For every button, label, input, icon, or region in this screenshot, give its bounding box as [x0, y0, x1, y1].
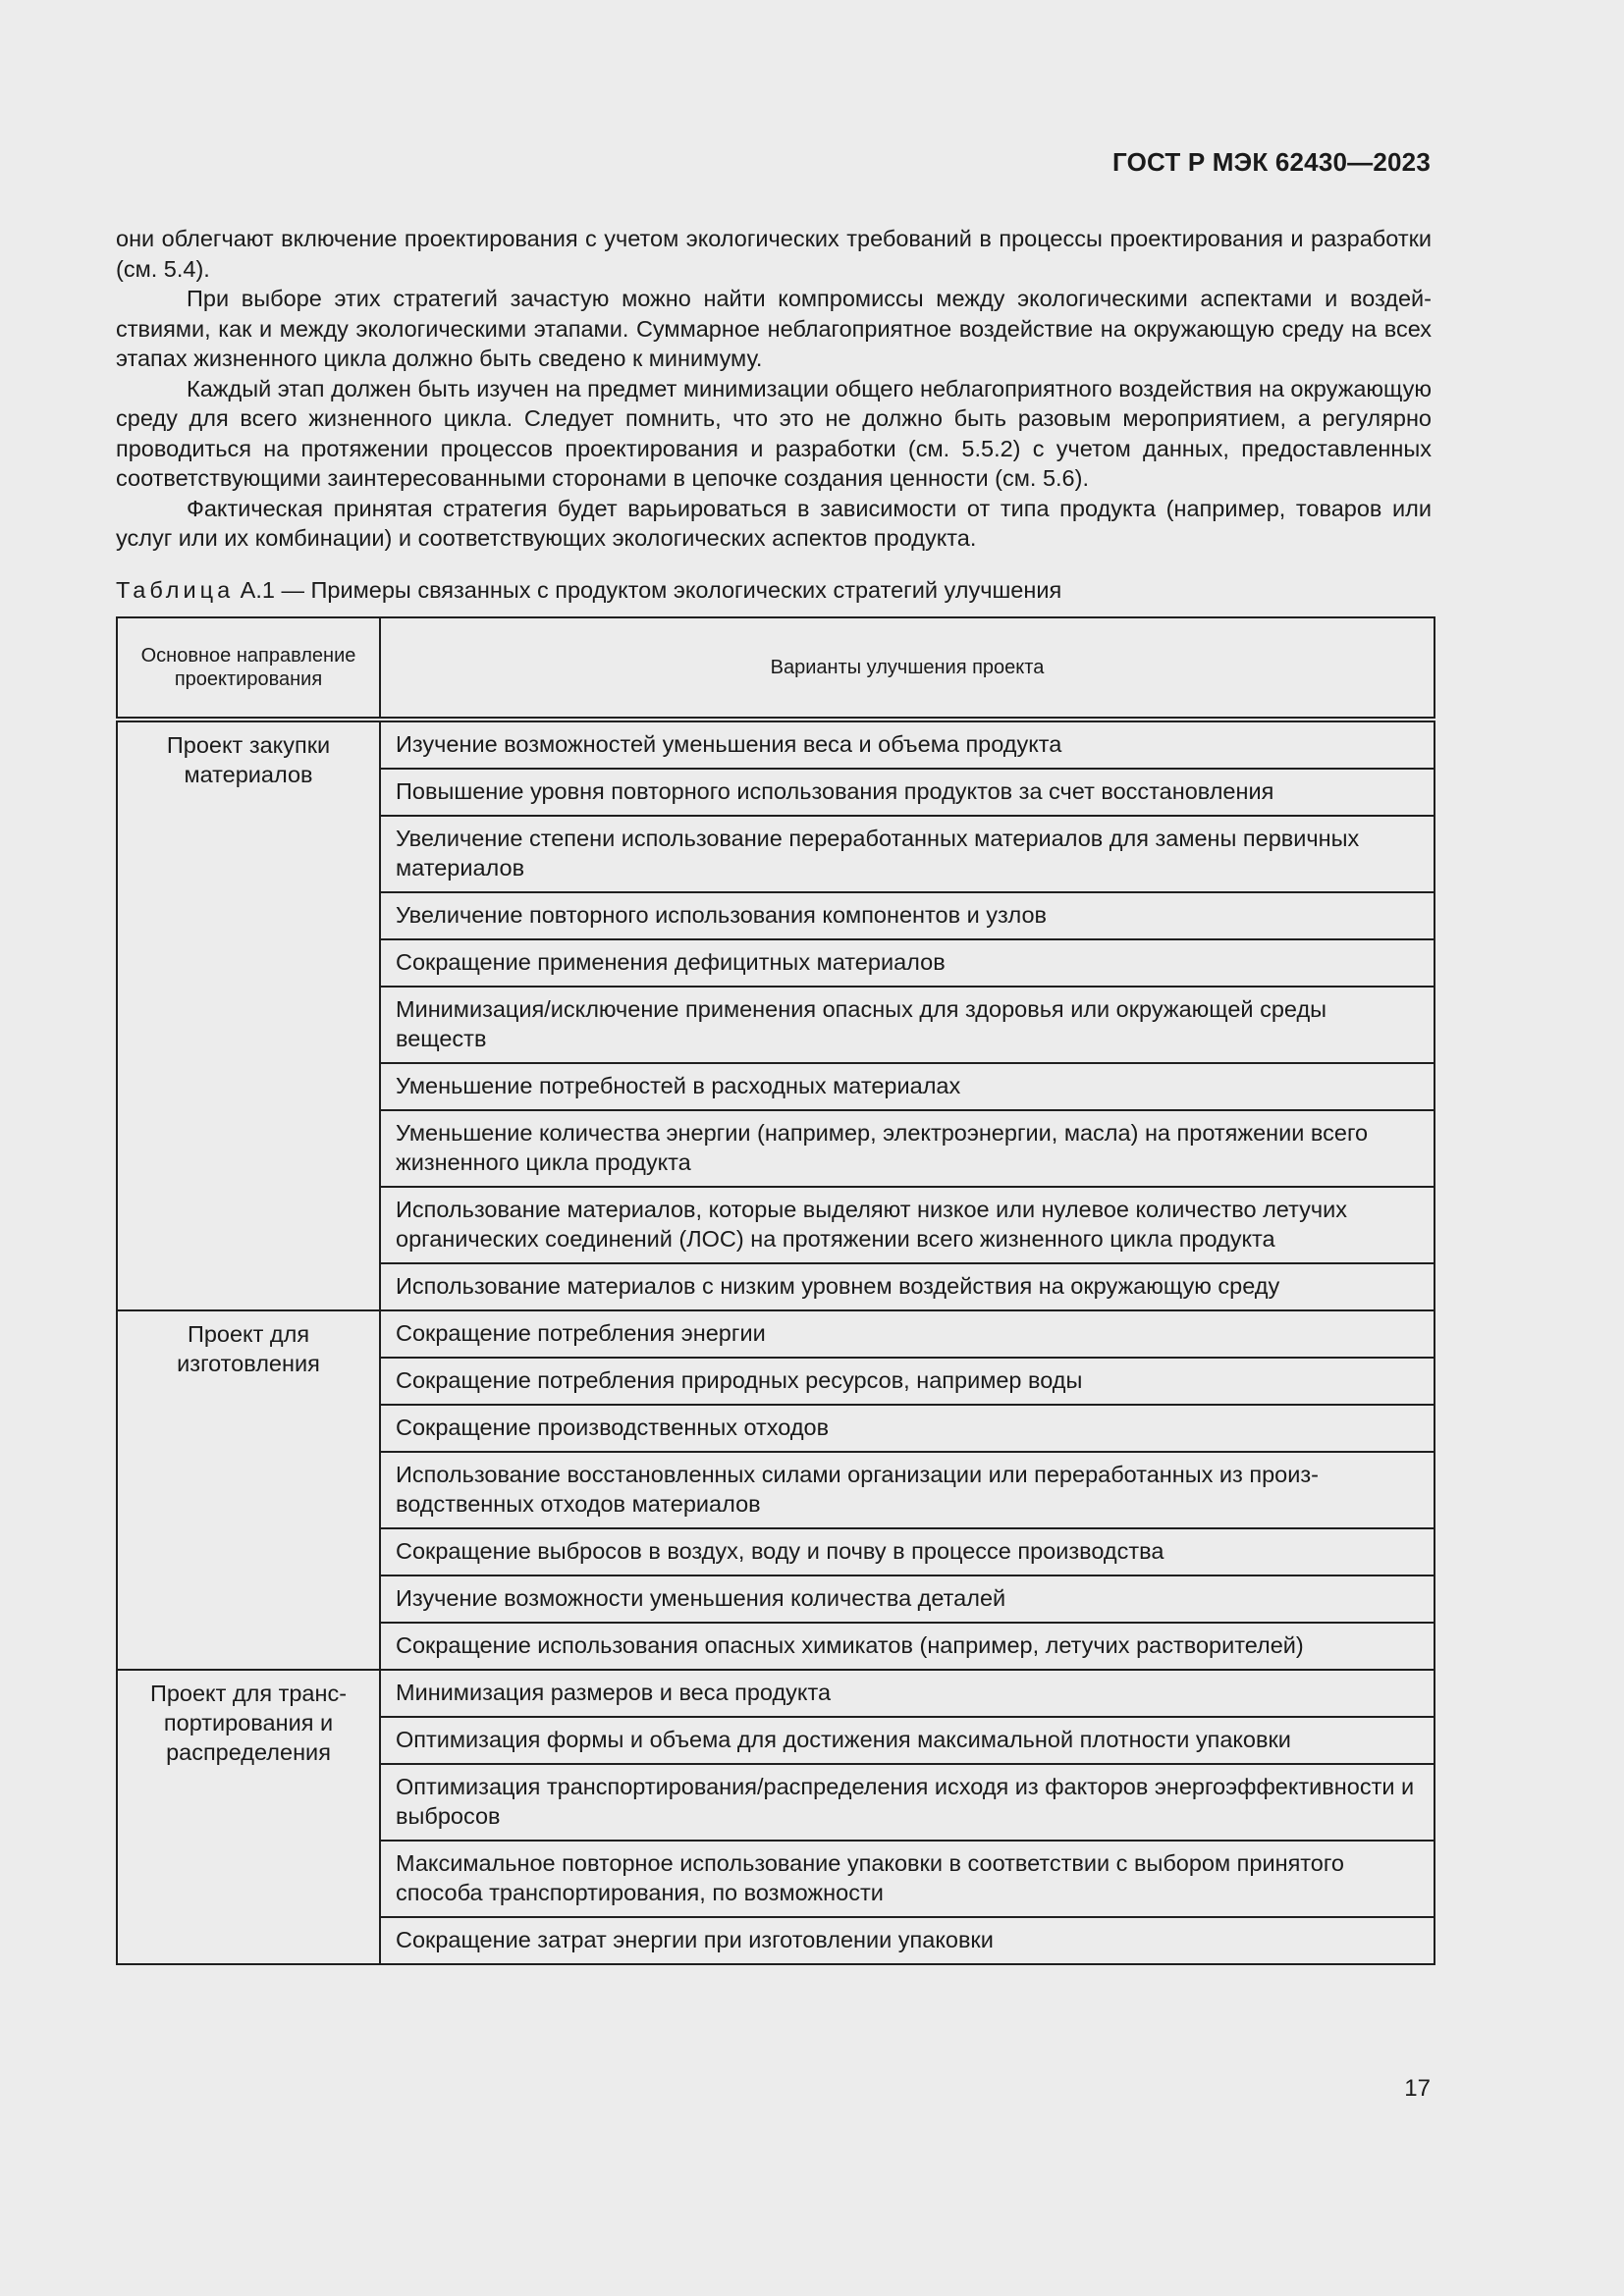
- table-cell: Увеличение повторного использования компонентов и узлов: [380, 892, 1435, 939]
- table-cell: Сокращение затрат энергии при изготовлении упаковки: [380, 1917, 1435, 1964]
- strategies-table: [116, 616, 1435, 1965]
- table-row: [117, 720, 1435, 769]
- table-caption: [116, 575, 1432, 605]
- header-improvement-options: Варианты улучшения проекта: [380, 617, 1435, 720]
- table-cell: Сокращение использования опасных химикатов (например, летучих растворителей): [380, 1623, 1435, 1670]
- group-transport-distribution: Проект для транспортирования и распределения: [117, 1670, 380, 1964]
- table-caption-label: Таблица: [116, 576, 235, 603]
- table-cell: Сокращение применения дефицитных материалов: [380, 939, 1435, 987]
- paragraph-4: Фактическая принятая стратегия будет варьироваться в зависимости от типа продукта (например, товаров или услуг или их комбинации) и соответствующих экологических аспектов продукта.: [116, 495, 1432, 551]
- paragraph-3: Каждый этап должен быть изучен на предмет минимизации общего неблагоприятного воздействия на окружающую среду для всего жизненного цикла. Следует помнить, что это не должно быть разовым мероприятием, а регулярно проводиться на протяжении процессов проектирования и разработки (см. 5.5.2) с учетом данных, предоставленных соответствующими заинтересованными сторонами в цепочке создания ценности (см. 5.6).: [116, 375, 1432, 491]
- table-cell: Сокращение потребления природных ресурсов, например воды: [380, 1358, 1435, 1405]
- table-row: [117, 1310, 1435, 1358]
- table-cell: Уменьшение потребностей в расходных материалах: [380, 1063, 1435, 1110]
- table-cell: Использование восстановленных силами организации или переработанных из производственных отходов материалов: [380, 1452, 1435, 1528]
- table-cell: Изучение возможностей уменьшения веса и объема продукта: [380, 720, 1435, 769]
- page-content: [116, 224, 1432, 1965]
- table-cell: Оптимизация формы и объема для достижения максимальной плотности упаковки: [380, 1717, 1435, 1764]
- table-header-row: [117, 617, 1435, 720]
- table-cell: Изучение возможности уменьшения количества деталей: [380, 1575, 1435, 1623]
- table-cell: Сокращение выбросов в воздух, воду и почву в процессе производства: [380, 1528, 1435, 1575]
- table-cell: Оптимизация транспортирования/распределения исходя из факторов энергоэффективности и выбросов: [380, 1764, 1435, 1841]
- table-cell: Сокращение потребления энергии: [380, 1310, 1435, 1358]
- page-number: 17: [1404, 2075, 1431, 2102]
- table-cell: Использование материалов, которые выделяют низкое или нулевое количество летучих органических соединений (ЛОС) на протяжении всего жизненного цикла продукта: [380, 1187, 1435, 1263]
- paragraph-2: При выборе этих стратегий зачастую можно найти компромиссы между экологическими аспектами и воздействиями, как и между экологическими этапами. Суммарное неблагоприятное воздействие на окружающую среду на всех этапах жизненного цикла должно быть сведено к минимуму.: [116, 286, 1432, 371]
- group-materials-procurement: Проект закупки материалов: [117, 720, 380, 1310]
- paragraph-1: они облегчают включение проектирования с учетом экологических требований в процессы проектирования и разработки (см. 5.4).: [116, 226, 1432, 282]
- table-cell: Максимальное повторное использование упаковки в соответствии с выбором принятого способа транспортирования, по возможности: [380, 1841, 1435, 1917]
- document-code: ГОСТ Р МЭК 62430—2023: [1111, 147, 1431, 177]
- table-cell: Сокращение производственных отходов: [380, 1405, 1435, 1452]
- table-cell: Минимизация размеров и веса продукта: [380, 1670, 1435, 1717]
- table-cell: Уменьшение количества энергии (например, электроэнергии, масла) на протяжении всего жизненного цикла продукта: [380, 1110, 1435, 1187]
- table-row: [117, 1670, 1435, 1717]
- table-cell: Минимизация/исключение применения опасных для здоровья или окружающей среды веществ: [380, 987, 1435, 1063]
- table-cell: Использование материалов с низким уровнем воздействия на окружающую среду: [380, 1263, 1435, 1310]
- group-manufacturing: Проект для изготовления: [117, 1310, 380, 1670]
- table-cell: Повышение уровня повторного использования продуктов за счет восстановления: [380, 769, 1435, 816]
- table-cell: Увеличение степени использование переработанных материалов для замены первичных материалов: [380, 816, 1435, 892]
- table-caption-text: А.1 — Примеры связанных с продуктом экологических стратегий улучшения: [234, 576, 1062, 603]
- header-design-direction: Основное направление проектирования: [117, 617, 380, 720]
